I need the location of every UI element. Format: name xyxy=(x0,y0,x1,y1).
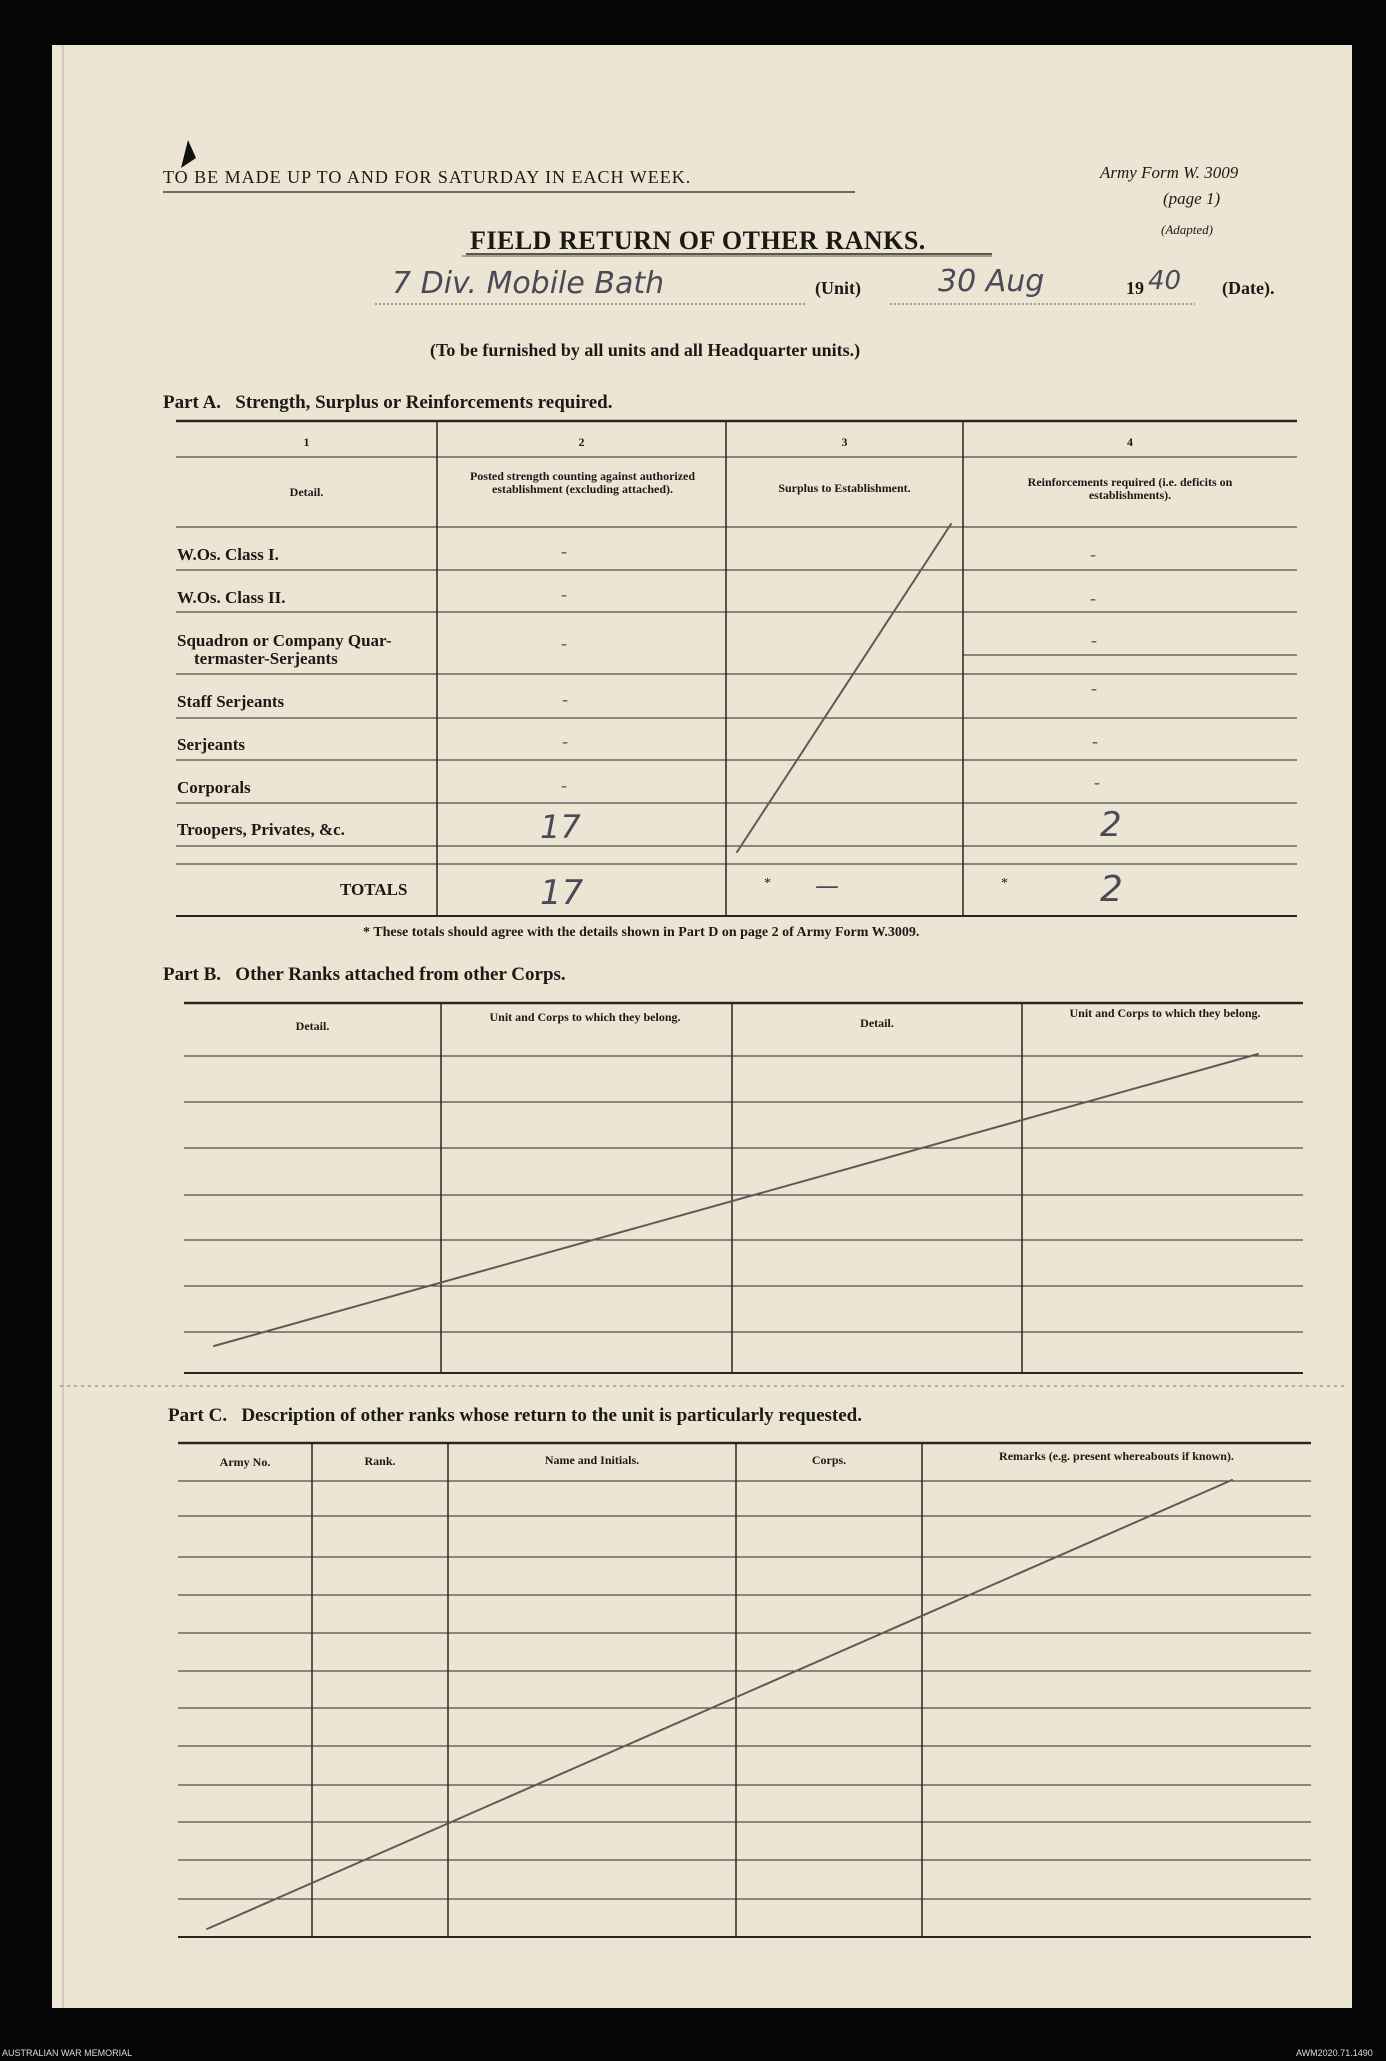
row-label-cqms-line2: termaster-Serjeants xyxy=(194,649,338,668)
row-label-cqms: Squadron or Company Quar- xyxy=(177,631,392,650)
footer-accession-number: AWM2020.71.1490 xyxy=(1296,2048,1373,2058)
footer-archive-name: AUSTRALIAN WAR MEMORIAL xyxy=(2,2048,133,2058)
part-c-header-rank: Rank. xyxy=(364,1454,396,1468)
part-b-header-detail-2: Detail. xyxy=(860,1016,894,1030)
part-a-col-number-1: 1 xyxy=(303,435,310,449)
reinf-serjeants: - xyxy=(1092,731,1098,751)
unit-label: (Unit) xyxy=(815,278,861,298)
part-b-header-unit-1: Unit and Corps to which they belong. xyxy=(489,1010,681,1024)
row-label-corporals: Corporals xyxy=(177,778,251,797)
row-label-staff-serjeants: Staff Serjeants xyxy=(177,692,285,711)
totals-posted: 17 xyxy=(540,873,584,913)
reinf-staff-serjeants: - xyxy=(1091,678,1097,698)
row-label-wo2: W.Os. Class II. xyxy=(177,588,286,607)
reinf-cqms: - xyxy=(1091,630,1097,650)
posted-wo2: - xyxy=(561,584,567,604)
part-a-header-posted: Posted strength counting against authorized establishment (excluding attached). xyxy=(469,469,696,496)
year-prefix: 19 xyxy=(1126,278,1144,298)
year-value: 40 xyxy=(1148,266,1182,296)
part-c-heading: Part C. Description of other ranks whose return to the unit is particularly requested. xyxy=(168,1405,862,1426)
part-b-header-detail-1: Detail. xyxy=(295,1019,330,1033)
instruction-text: TO BE MADE UP TO AND FOR SATURDAY IN EACH WEEK. xyxy=(163,167,692,187)
part-c-header-corps: Corps. xyxy=(811,1453,847,1467)
form-title: FIELD RETURN OF OTHER RANKS. xyxy=(470,226,926,255)
part-c-header-remarks: Remarks (e.g. present whereabouts if known). xyxy=(999,1449,1234,1463)
date-label: (Date). xyxy=(1222,278,1275,298)
totals-surplus: — xyxy=(815,872,839,900)
reinf-wo1: - xyxy=(1090,544,1096,564)
totals-label: TOTALS xyxy=(340,880,408,899)
totals-reinforcements: 2 xyxy=(1100,869,1123,910)
row-label-wo1: W.Os. Class I. xyxy=(177,545,279,564)
reinf-wo2: - xyxy=(1090,588,1096,608)
posted-privates: 17 xyxy=(540,808,581,846)
pen-mark xyxy=(181,140,196,168)
date-value: 30 Aug xyxy=(938,264,1045,299)
part-a-footnote: * These totals should agree with the details shown in Part D on page 2 of Army Form W.3009. xyxy=(363,925,920,940)
unit-value: 7 Div. Mobile Bath xyxy=(392,266,665,301)
part-c-header-army-no: Army No. xyxy=(219,1455,271,1469)
posted-serjeants: - xyxy=(562,731,568,751)
row-label-serjeants: Serjeants xyxy=(177,735,245,754)
part-a-heading: Part A. Strength, Surplus or Reinforcements required. xyxy=(163,392,613,413)
part-a-col-number-3: 3 xyxy=(841,435,848,449)
totals-surplus-mark: * xyxy=(764,876,771,891)
totals-reinf-mark: * xyxy=(1001,876,1008,891)
posted-wo1: - xyxy=(561,541,567,561)
part-b-header-unit-2: Unit and Corps to which they belong. xyxy=(1069,1006,1261,1020)
row-label-privates: Troopers, Privates, &c. xyxy=(177,820,345,839)
part-a-col-number-4: 4 xyxy=(1127,435,1133,449)
posted-cqms: - xyxy=(561,633,567,653)
form-subtitle: (To be furnished by all units and all Headquarter units.) xyxy=(430,340,861,360)
part-a-header-detail: Detail. xyxy=(289,485,324,499)
form-page: (page 1) xyxy=(1163,189,1221,208)
posted-corporals: - xyxy=(561,775,567,795)
part-b-heading: Part B. Other Ranks attached from other Corps. xyxy=(163,964,566,985)
part-a-header-surplus: Surplus to Establishment. xyxy=(778,481,911,495)
form-adapted: (Adapted) xyxy=(1161,222,1213,237)
reinf-corporals: - xyxy=(1094,772,1100,792)
part-a-col-number-2: 2 xyxy=(578,435,585,449)
reinf-privates: 2 xyxy=(1100,805,1122,845)
part-c-header-name: Name and Initials. xyxy=(544,1453,640,1467)
form-number: Army Form W. 3009 xyxy=(1100,163,1239,182)
posted-staff-serjeants: - xyxy=(562,689,568,709)
part-a-header-reinforcements: Reinforcements required (i.e. deficits on establishments). xyxy=(1027,475,1233,502)
